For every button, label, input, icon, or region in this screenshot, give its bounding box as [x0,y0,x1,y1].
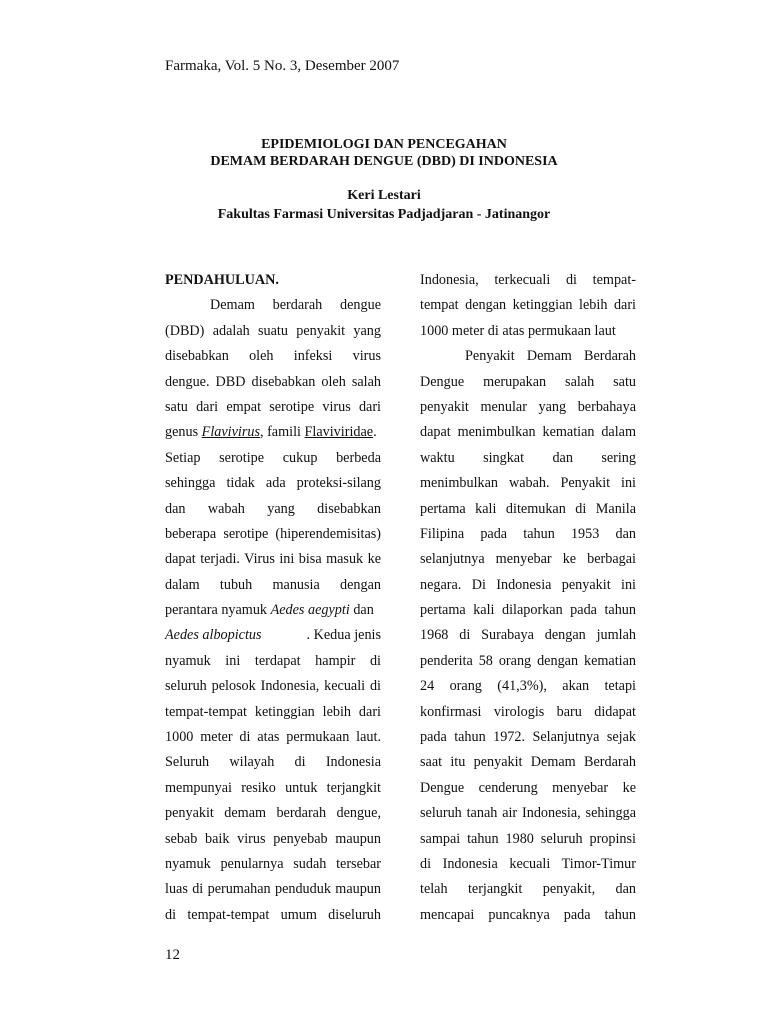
body-line: di Indonesia kecuali Timor-Timur [420,855,636,872]
body-line: tempat-tempat ketinggian lebih dari [165,703,381,720]
body-line: Seluruh wilayah di Indonesia [165,754,381,771]
body-line-mixed [165,623,381,648]
body-line: 24 orang (41,3%), akan tetapi [420,678,636,695]
body-line: penyakit menular yang berbahaya [420,398,636,415]
body-line: beberapa serotipe (hiperendemisitas) [165,525,381,542]
text-run: genus [165,424,202,441]
body-line: Filipina pada tahun 1953 dan [420,525,636,542]
body-line: disebabkan oleh infeksi virus [165,348,381,365]
body-line: luas di perumahan penduduk maupun [165,881,381,898]
body-line: di tempat-tempat umum diseluruh [165,906,381,923]
right-column [420,268,636,928]
body-line: seluruh tanah air Indonesia, sehingga [420,805,636,822]
text-run: . [373,424,377,441]
body-line: konfirmasi virologis baru didapat [420,703,636,720]
body-line: (DBD) adalah suatu penyakit yang [165,322,381,339]
body-line: negara. Di Indonesia penyakit ini [420,576,636,593]
title-line-2: DEMAM BERDARAH DENGUE (DBD) DI INDONESIA [210,154,558,169]
body-line-mixed [165,420,381,445]
body-line: dapat menimbulkan kematian dalam [420,424,636,441]
text-run: dan [349,602,374,619]
body-line: sebab baik virus penyebab maupun [165,830,381,847]
left-column [165,268,381,928]
body-line: 1968 di Surabaya dengan jumlah [420,627,636,644]
body-line: dengue. DBD disebabkan oleh salah [165,373,381,390]
species-name: Aedes aegypti [270,602,350,619]
genus-name: Flavivirus [201,424,260,441]
body-line: Demam berdarah dengue [210,297,381,314]
body-line: selanjutnya menyebar ke berbagai [420,551,636,568]
body-line: menimbulkan wabah. Penyakit ini [420,475,636,492]
body-line: sehingga tidak ada proteksi-silang [165,475,381,492]
body-line: telah terjangkit penyakit, dan [420,881,636,898]
body-line: Dengue cenderung menyebar ke [420,779,636,796]
body-line: Penyakit Demam Berdarah [465,348,636,365]
body-line: mempunyai resiko untuk terjangkit [165,779,381,796]
section-heading: PENDAHULUAN. [165,272,279,288]
body-line: dapat terjadi. Virus ini bisa masuk ke [165,551,381,568]
article-title [0,136,768,170]
body-line-mixed [165,598,381,623]
body-line: saat itu penyakit Demam Berdarah [420,754,636,771]
body-line: sampai tahun 1980 seluruh propinsi [420,830,636,847]
body-line: seluruh pelosok Indonesia, kecuali di [165,678,381,695]
body-line: nyamuk ini terdapat hampir di [165,652,381,669]
author-name: Keri Lestari [347,188,421,203]
body-line: Setiap serotipe cukup berbeda [165,449,381,466]
body-line: waktu singkat dan sering [420,449,636,466]
author-block [0,186,768,224]
journal-citation: Farmaka, Vol. 5 No. 3, Desember 2007 [165,58,400,74]
body-line: dalam tubuh manusia dengan [165,576,381,593]
text-run: . Kedua jenis [306,627,381,644]
text-run: , famili [259,424,305,441]
body-line: satu dari empat serotipe virus dari [165,398,381,415]
author-affiliation: Fakultas Farmasi Universitas Padjadjaran - Jatinangor [217,207,551,222]
body-line: Dengue merupakan salah satu [420,373,636,390]
body-line: pertama kali dilaporkan pada tahun [420,602,636,619]
body-line: nyamuk penularnya sudah tersebar [165,855,381,872]
body-line: tempat dengan ketinggian lebih dari [420,297,636,314]
species-name: Aedes albopictus [165,627,262,644]
page-number: 12 [165,947,180,963]
body-line: pada tahun 1972. Selanjutnya sejak [420,729,636,746]
body-line: pertama kali ditemukan di Manila [420,500,636,517]
body-line: penderita 58 orang dengan kematian [420,652,636,669]
text-run: perantara nyamuk [165,602,271,619]
title-line-1: EPIDEMIOLOGI DAN PENCEGAHAN [261,137,507,152]
body-line: dan wabah yang disebabkan [165,500,381,517]
body-line: mencapai puncaknya pada tahun [420,906,636,923]
body-line: 1000 meter di atas permukaan laut. [165,729,381,746]
body-line: penyakit demam berdarah dengue, [165,805,381,822]
family-name: Flaviviridae [304,424,374,441]
body-line: Indonesia, terkecuali di tempat- [420,272,636,288]
body-line: 1000 meter di atas permukaan laut [420,322,616,339]
